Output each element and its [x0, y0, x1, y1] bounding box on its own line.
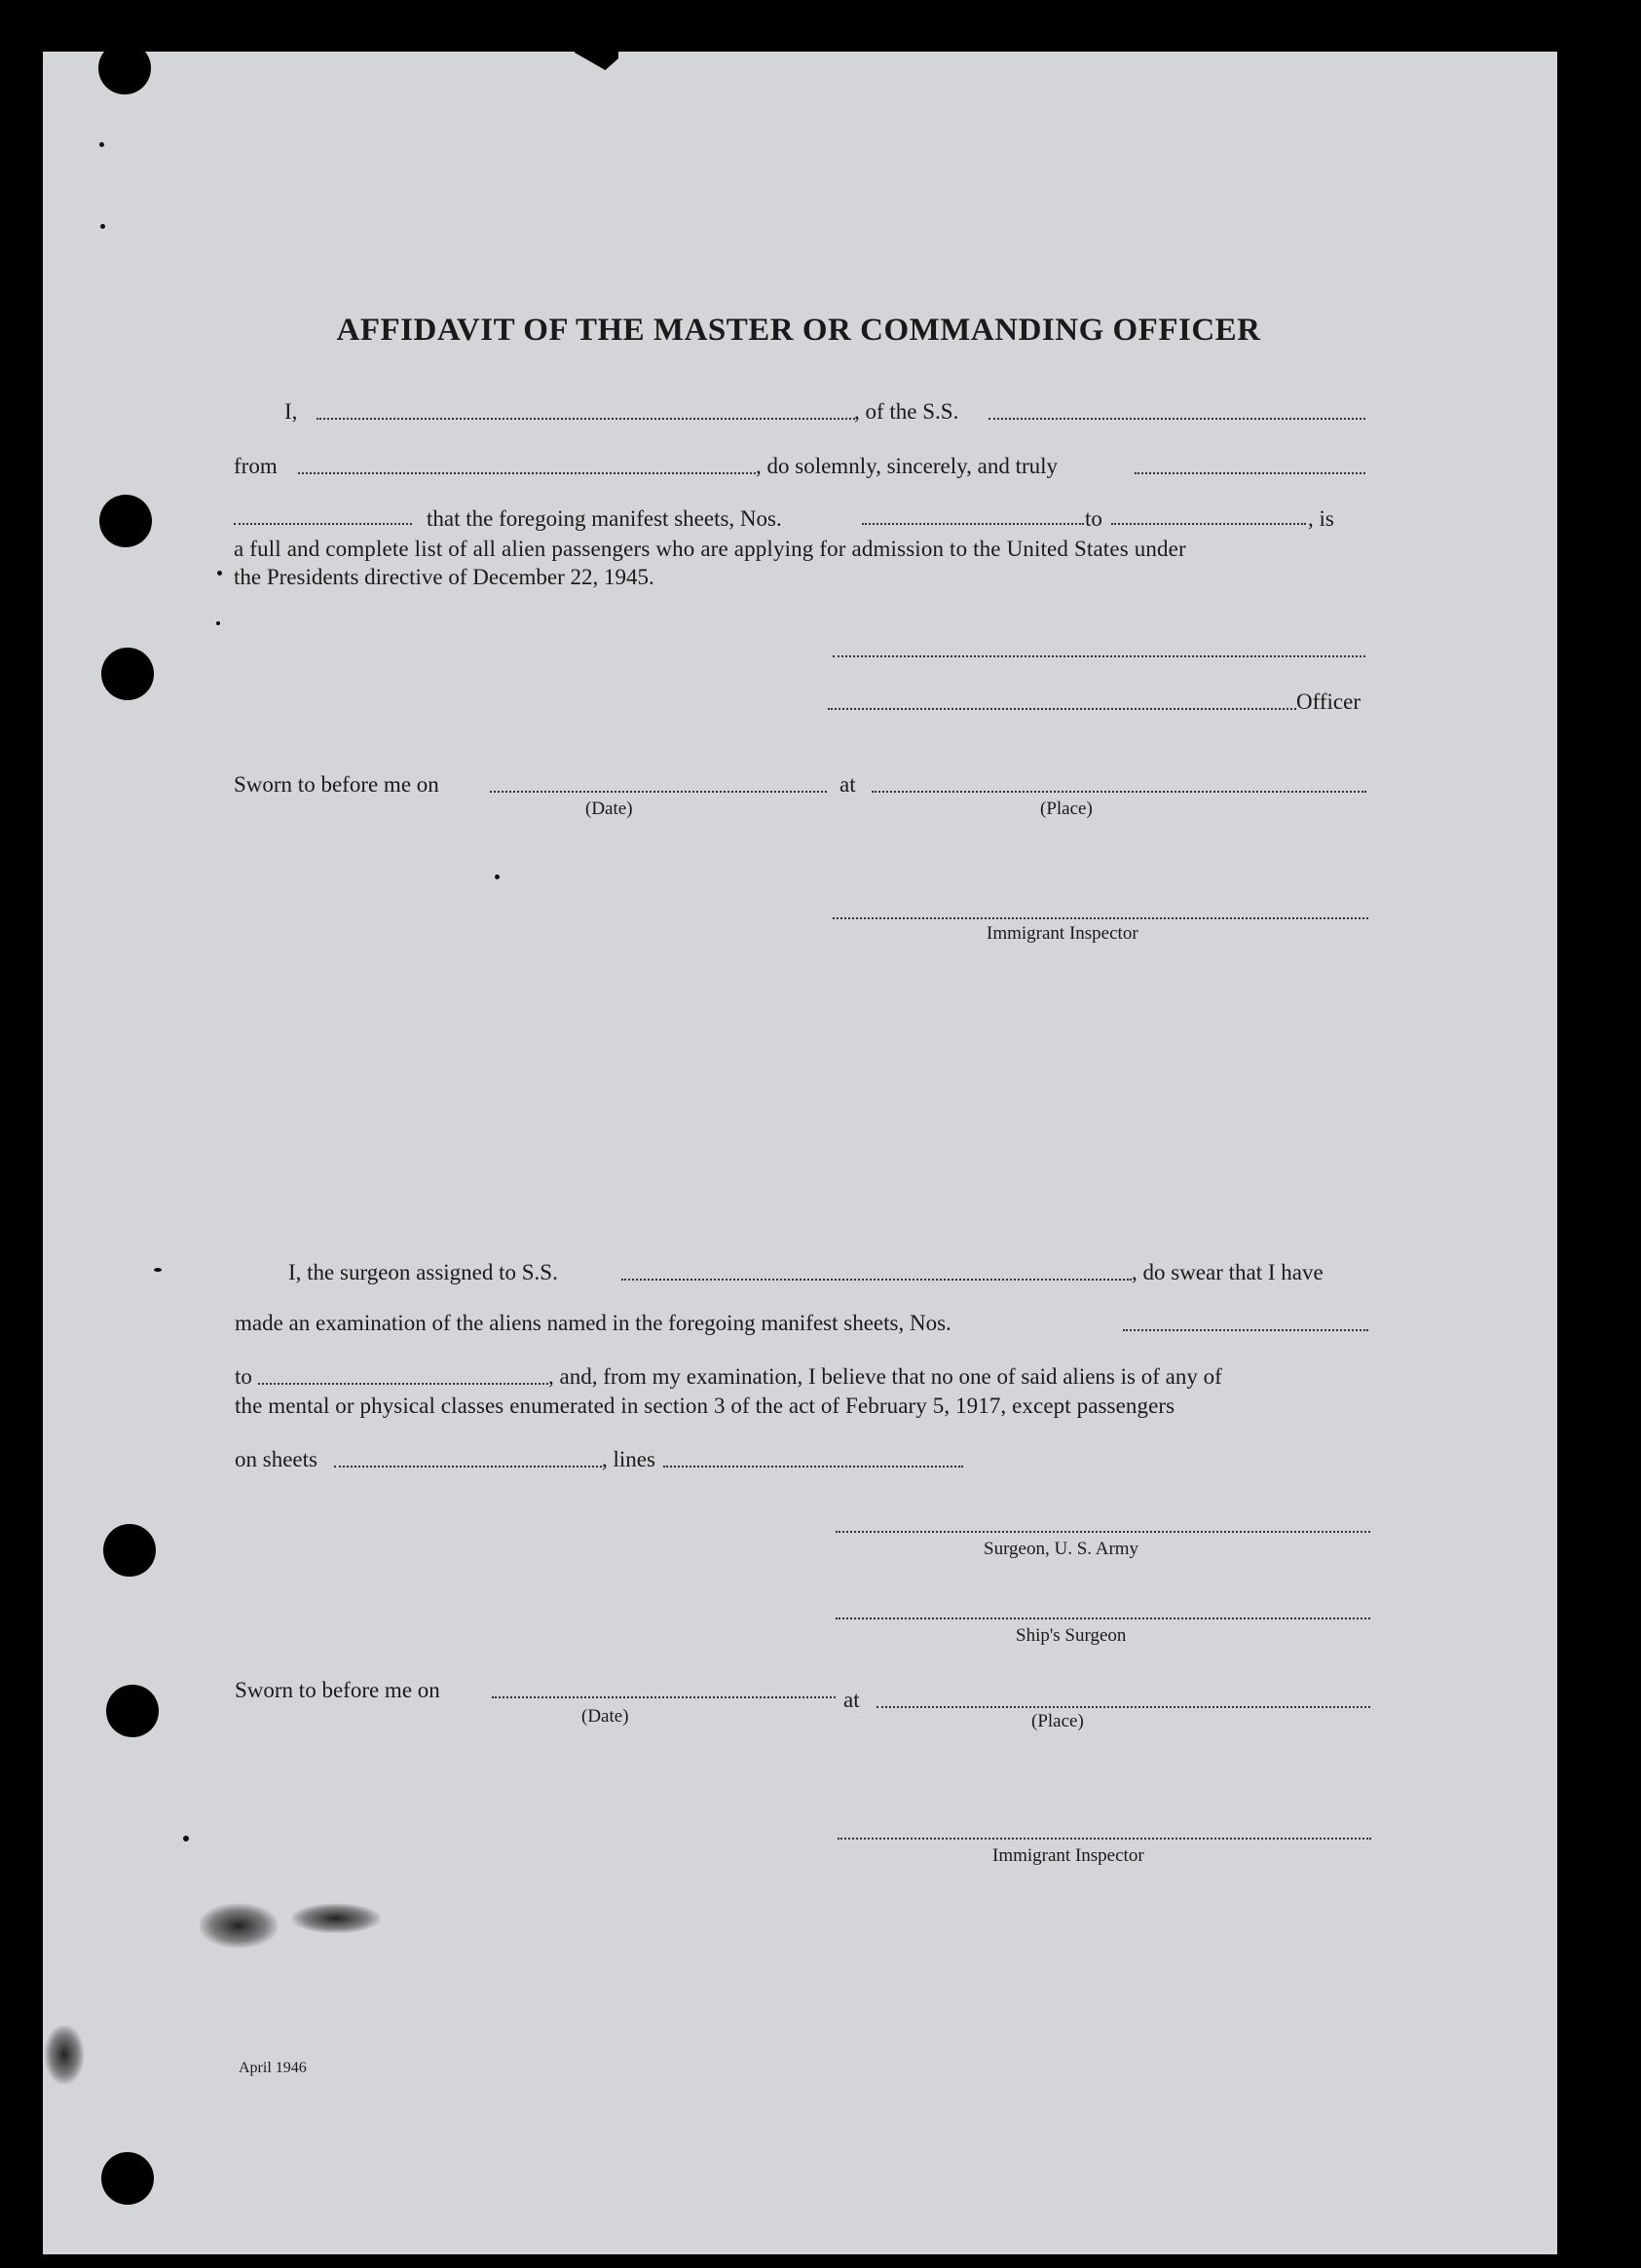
sworn-date-field[interactable]: [490, 791, 827, 793]
surgeon-ship-field[interactable]: [621, 1279, 1132, 1281]
classes-text: the mental or physical classes enumerated in section 3 of the act of February 5, 1917, except passengers: [235, 1394, 1175, 1418]
officer-signature-line[interactable]: [833, 655, 1365, 657]
punch-hole: [101, 2152, 154, 2205]
lines-label: , lines: [602, 1447, 655, 1471]
full-list-text: a full and complete list of all alien passengers who are applying for admission to the United States under: [234, 537, 1186, 561]
examination-label: made an examination of the aliens named in the foregoing manifest sheets, Nos.: [235, 1311, 951, 1335]
sworn-place-field[interactable]: [872, 791, 1366, 793]
surgeon-inspector-label: Immigrant Inspector: [992, 1845, 1144, 1866]
form-title: AFFIDAVIT OF THE MASTER OR COMMANDING OFFICER: [336, 313, 1261, 348]
inspector-signature-line[interactable]: [833, 917, 1368, 919]
label-i: I,: [284, 399, 298, 424]
on-sheets-label: on sheets: [235, 1447, 317, 1471]
except-sheets-field[interactable]: [334, 1466, 602, 1468]
label-from: from: [234, 454, 278, 478]
punch-hole: [103, 1524, 156, 1577]
army-surgeon-label: Surgeon, U. S. Army: [984, 1539, 1139, 1559]
master-name-field[interactable]: [317, 418, 855, 420]
label-to: to: [1085, 506, 1102, 531]
label-is: , is: [1308, 506, 1334, 531]
army-surgeon-signature-line[interactable]: [836, 1531, 1370, 1533]
and-from-label: , and, from my examination, I believe that no one of said aliens is of any of: [548, 1364, 1222, 1389]
swear-label: , do swear that I have: [1132, 1260, 1324, 1284]
surgeon-place-caption: (Place): [1031, 1711, 1084, 1731]
place-caption: (Place): [1040, 799, 1093, 819]
port-from-field[interactable]: [298, 472, 756, 474]
sworn-label: Sworn to before me on: [234, 772, 439, 797]
oath-word-field[interactable]: [1135, 472, 1365, 474]
surgeon-to-label: to: [235, 1364, 252, 1389]
ink-smudge: [200, 1904, 278, 1948]
sheets-from-field[interactable]: [862, 523, 1084, 525]
punch-hole: [99, 495, 152, 547]
officer-name-line[interactable]: [828, 708, 1296, 710]
surgeon-date-caption: (Date): [581, 1706, 629, 1727]
officer-label: Officer: [1296, 689, 1361, 714]
ink-smudge: [292, 1904, 380, 1933]
label-do-solemnly: , do solemnly, sincerely, and truly: [756, 454, 1059, 478]
label-of-ss: , of the S.S.: [854, 399, 959, 424]
exam-sheets-from-field[interactable]: [1123, 1329, 1368, 1331]
oath-verb-field[interactable]: [234, 523, 412, 525]
inspector-label: Immigrant Inspector: [987, 923, 1138, 944]
punch-hole: [106, 1685, 159, 1737]
surgeon-sworn-label: Sworn to before me on: [235, 1678, 440, 1702]
form-date-footer: April 1946: [239, 2060, 307, 2076]
exam-sheets-to-field[interactable]: [258, 1383, 548, 1385]
ink-smudge: [45, 2026, 84, 2084]
punch-hole: [98, 42, 151, 94]
directive-text: the Presidents directive of December 22, 1945.: [234, 565, 654, 589]
sheets-to-field[interactable]: [1111, 523, 1306, 525]
surgeon-assigned-label: I, the surgeon assigned to S.S.: [288, 1260, 558, 1284]
surgeon-inspector-signature-line[interactable]: [838, 1838, 1371, 1840]
at-label: at: [839, 772, 856, 797]
ships-surgeon-signature-line[interactable]: [836, 1617, 1370, 1619]
date-caption: (Date): [585, 799, 633, 819]
surgeon-sworn-place-field[interactable]: [876, 1706, 1370, 1708]
surgeon-at-label: at: [843, 1688, 860, 1712]
ships-surgeon-label: Ship's Surgeon: [1016, 1625, 1127, 1646]
punch-hole: [101, 648, 154, 700]
ship-name-field[interactable]: [988, 418, 1365, 420]
surgeon-sworn-date-field[interactable]: [492, 1696, 836, 1698]
label-that-foregoing: that the foregoing manifest sheets, Nos.: [427, 506, 782, 531]
except-lines-field[interactable]: [663, 1466, 963, 1468]
